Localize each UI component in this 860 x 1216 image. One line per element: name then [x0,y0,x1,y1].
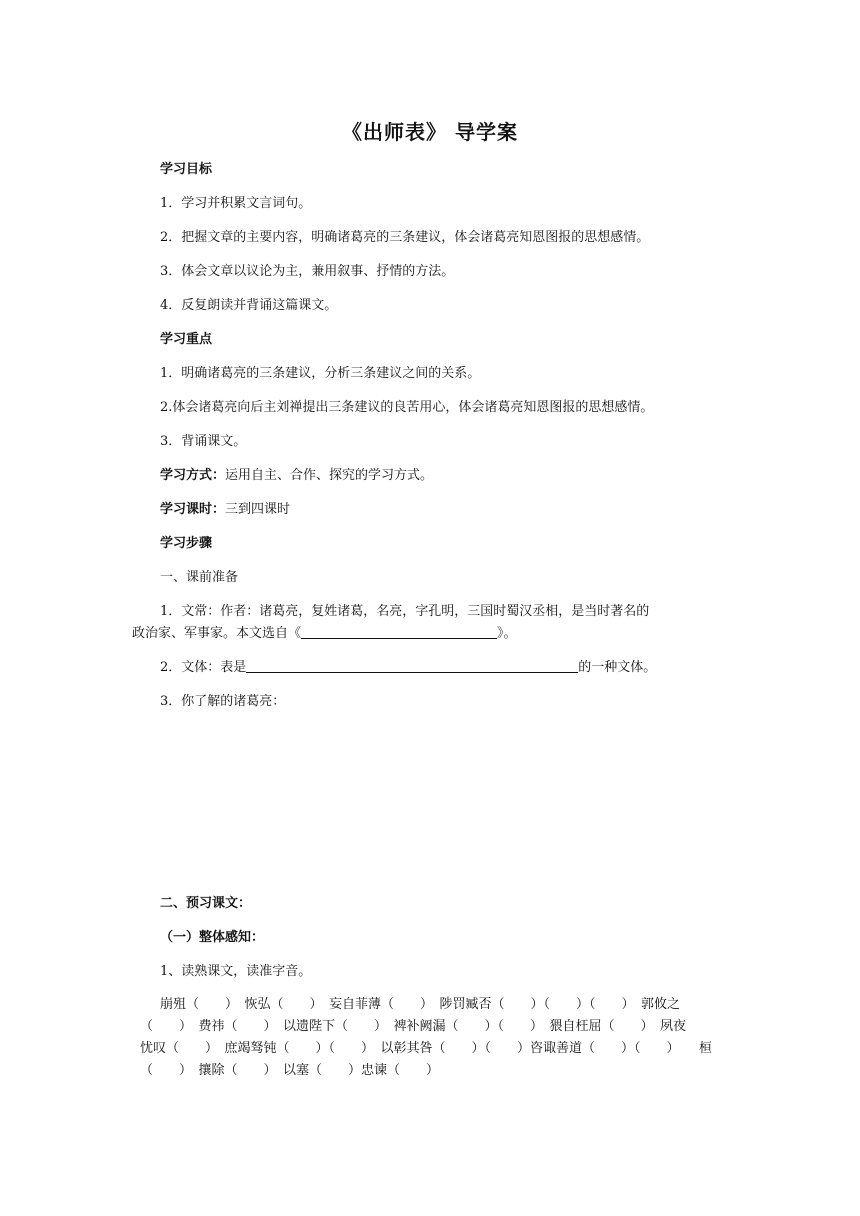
method-line [160,466,735,486]
objective-item-4: 4．反复朗读并背诵这篇课文。 [160,298,338,313]
preview-subheading: （一）整体感知： [160,930,265,945]
page-title: 《出师表》 导学案 [342,120,518,144]
question-2-line [160,658,735,678]
preview-instruction: 1、读熟课文，读准字音。 [160,964,312,979]
pronunciation-row-3: 忧叹（ ） 庶竭驽钝（ ）（ ） 以彰其咎（ ）（ ）咨诹善道（ ）（ ） 桓 [140,1041,713,1056]
genre-blank[interactable] [246,658,578,673]
pronunciation-row-4: （ ） 攘除（ ） 以塞（ ）忠谏（ ） [140,1063,440,1078]
question-1-line-2 [132,624,707,644]
keypoint-item-2: 2.体会诸葛亮向后主刘禅提出三条建议的良苦用心，体会诸葛亮知恩图报的思想感情。 [160,400,654,415]
hours-label: 学习课时： [160,502,226,517]
objective-item-3: 3．体会文章以议论为主，兼用叙事、抒情的方法。 [160,264,455,279]
q2-prefix: 2．文体：表是 [160,660,247,675]
method-label: 学习方式： [160,468,226,483]
objective-item-1: 1．学习并积累文言词句。 [160,196,312,211]
pronunciation-row-2: （ ） 费祎（ ） 以遗陛下（ ） 裨补阙漏（ ）（ ） 猥自枉屈（ ） 夙夜 [140,1019,687,1034]
question-1-line-1: 1．文常：作者：诸葛亮，复姓诸葛，名亮，字孔明，三国时蜀汉丞相，是当时著名的 [160,604,650,619]
q2-suffix: 的一种文体。 [578,660,657,675]
steps-heading: 学习步骤 [160,536,213,551]
section-1-heading: 一、课前准备 [160,570,239,585]
source-blank[interactable] [301,624,497,639]
pronunciation-row-1: 崩殂（ ） 恢弘（ ） 妄自菲薄（ ） 陟罚臧否（ ）（ ）（ ） 郭攸之 [160,997,681,1012]
keypoint-item-1: 1．明确诸葛亮的三条建议，分析三条建议之间的关系。 [160,366,481,381]
q1-suffix: 》。 [497,626,517,641]
question-3-line: 3．你了解的诸葛亮： [160,694,286,709]
keypoint-item-3: 3．背诵课文。 [160,434,247,449]
objective-item-2: 2．把握文章的主要内容，明确诸葛亮的三条建议，体会诸葛亮知恩图报的思想感情。 [160,230,650,245]
hours-line [160,500,735,520]
keypoints-heading: 学习重点 [160,332,213,347]
preview-heading: 二、预习课文： [160,896,252,911]
method-text: 运用自主、合作、探究的学习方式。 [225,468,434,483]
objectives-heading: 学习目标 [160,162,213,177]
q1-prefix: 政治家、军事家。本文选自《 [132,626,302,641]
hours-text: 三到四课时 [225,502,291,517]
